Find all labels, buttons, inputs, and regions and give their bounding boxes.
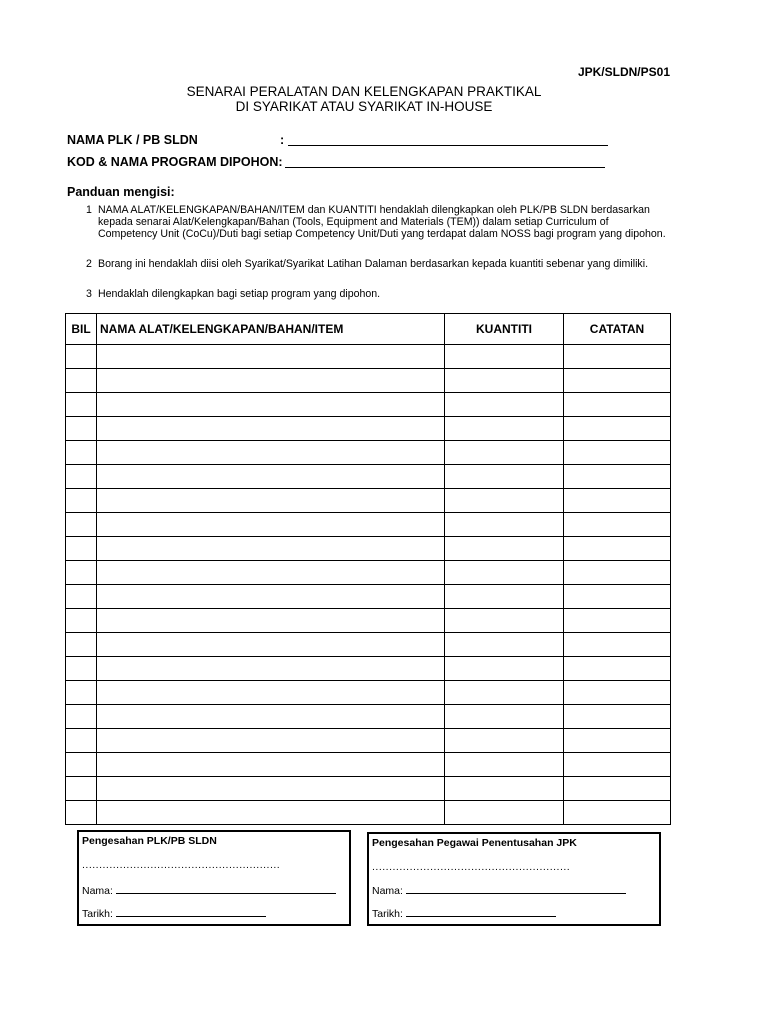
cell-kuantiti[interactable] [445, 777, 564, 801]
nama-plk-label: NAMA PLK / PB SLDN [67, 133, 198, 147]
cell-kuantiti[interactable] [445, 465, 564, 489]
table-row [66, 369, 671, 393]
cell-kuantiti[interactable] [445, 609, 564, 633]
cell-bil[interactable] [66, 345, 97, 369]
table-row [66, 489, 671, 513]
cell-catatan[interactable] [564, 537, 671, 561]
cell-bil[interactable] [66, 633, 97, 657]
cell-catatan[interactable] [564, 441, 671, 465]
cell-catatan[interactable] [564, 681, 671, 705]
cell-kuantiti[interactable] [445, 489, 564, 513]
cell-bil[interactable] [66, 513, 97, 537]
cell-nama-item[interactable] [97, 489, 445, 513]
header-kuantiti: KUANTITI [445, 314, 564, 345]
nama-plk-field[interactable] [288, 133, 608, 146]
guide-item-3 [86, 288, 666, 300]
cell-bil[interactable] [66, 777, 97, 801]
signoff-plk-tarikh-label: Tarikh: [82, 908, 113, 920]
cell-nama-item[interactable] [97, 777, 445, 801]
cell-catatan[interactable] [564, 633, 671, 657]
table-row [66, 777, 671, 801]
cell-bil[interactable] [66, 657, 97, 681]
table-row [66, 513, 671, 537]
cell-nama-item[interactable] [97, 801, 445, 825]
signoff-box-plk [77, 830, 351, 926]
signoff-jpk-signature-line[interactable]: .......................................................... [372, 861, 571, 873]
signoff-jpk-nama-label: Nama: [372, 885, 403, 897]
cell-nama-item[interactable] [97, 609, 445, 633]
signoff-plk-nama-row [82, 883, 336, 897]
guide-item-number: 3 [86, 288, 92, 300]
kod-program-label: KOD & NAMA PROGRAM DIPOHON: [67, 155, 283, 169]
signoff-jpk-title: Pengesahan Pegawai Penentusahan JPK [372, 837, 577, 849]
cell-nama-item[interactable] [97, 369, 445, 393]
signoff-box-jpk [367, 832, 661, 926]
cell-bil[interactable] [66, 729, 97, 753]
guide-item-2 [86, 258, 666, 282]
cell-kuantiti[interactable] [445, 513, 564, 537]
equipment-table [65, 313, 671, 825]
form-title-line-2: DI SYARIKAT ATAU SYARIKAT IN-HOUSE [235, 99, 493, 114]
cell-catatan[interactable] [564, 417, 671, 441]
guide-item-text: Hendaklah dilengkapkan bagi setiap program yang dipohon. [98, 288, 381, 300]
table-row [66, 657, 671, 681]
guide-item-text: Borang ini hendaklah diisi oleh Syarikat/Syarikat Latihan Dalaman berdasarkan kepada kuantiti sebenar yang dimiliki. [98, 258, 649, 270]
cell-kuantiti[interactable] [445, 753, 564, 777]
cell-kuantiti[interactable] [445, 417, 564, 441]
table-row [66, 705, 671, 729]
cell-kuantiti[interactable] [445, 633, 564, 657]
cell-nama-item[interactable] [97, 729, 445, 753]
cell-kuantiti[interactable] [445, 369, 564, 393]
cell-catatan[interactable] [564, 489, 671, 513]
signoff-jpk-tarikh-field[interactable] [406, 906, 556, 917]
nama-plk-colon: : [280, 133, 285, 147]
cell-kuantiti[interactable] [445, 729, 564, 753]
cell-bil[interactable] [66, 465, 97, 489]
cell-catatan[interactable] [564, 729, 671, 753]
table-row [66, 609, 671, 633]
cell-nama-item[interactable] [97, 417, 445, 441]
cell-nama-item[interactable] [97, 705, 445, 729]
table-row [66, 729, 671, 753]
signoff-jpk-nama-row [372, 883, 626, 897]
cell-catatan[interactable] [564, 369, 671, 393]
cell-nama-item[interactable] [97, 513, 445, 537]
cell-kuantiti[interactable] [445, 657, 564, 681]
cell-nama-item[interactable] [97, 657, 445, 681]
signoff-plk-signature-line[interactable]: .......................................................... [82, 859, 281, 871]
cell-catatan[interactable] [564, 657, 671, 681]
cell-nama-item[interactable] [97, 393, 445, 417]
signoff-plk-nama-label: Nama: [82, 885, 113, 897]
cell-nama-item[interactable] [97, 345, 445, 369]
cell-bil[interactable] [66, 417, 97, 441]
cell-catatan[interactable] [564, 705, 671, 729]
cell-kuantiti[interactable] [445, 345, 564, 369]
cell-catatan[interactable] [564, 393, 671, 417]
cell-nama-item[interactable] [97, 561, 445, 585]
guide-item-number: 2 [86, 258, 92, 270]
cell-nama-item[interactable] [97, 753, 445, 777]
form-title-line-1: SENARAI PERALATAN DAN KELENGKAPAN PRAKTIKAL [186, 84, 542, 99]
cell-catatan[interactable] [564, 465, 671, 489]
cell-bil[interactable] [66, 801, 97, 825]
table-header-row [66, 314, 671, 345]
table-row [66, 537, 671, 561]
form-code: JPK/SLDN/PS01 [577, 65, 670, 79]
signoff-jpk-tarikh-label: Tarikh: [372, 908, 403, 920]
table-row [66, 681, 671, 705]
cell-catatan[interactable] [564, 753, 671, 777]
guide-item-text: NAMA ALAT/KELENGKAPAN/BAHAN/ITEM dan KUANTITI hendaklah dilengkapkan oleh PLK/PB SLDN berdasarkan kepada senarai Alat/Kelengkapan/Bahan (Tools, Equipment and Materials (TEM)) dalam setiap Curriculum of Competency Unit (CoCu)/Duti bagi setiap Competency Unit/Duti yang terdapat dalam NOSS bagi program yang dipohon. [98, 204, 666, 240]
table-row [66, 441, 671, 465]
cell-nama-item[interactable] [97, 681, 445, 705]
signoff-plk-tarikh-row [82, 906, 266, 920]
cell-kuantiti[interactable] [445, 393, 564, 417]
table-row [66, 561, 671, 585]
cell-bil[interactable] [66, 369, 97, 393]
kod-program-field[interactable] [285, 155, 605, 168]
table-row [66, 585, 671, 609]
cell-bil[interactable] [66, 753, 97, 777]
cell-nama-item[interactable] [97, 465, 445, 489]
cell-kuantiti[interactable] [445, 801, 564, 825]
header-catatan: CATATAN [564, 314, 671, 345]
cell-bil[interactable] [66, 585, 97, 609]
table-row [66, 633, 671, 657]
cell-kuantiti[interactable] [445, 681, 564, 705]
cell-catatan[interactable] [564, 561, 671, 585]
cell-catatan[interactable] [564, 777, 671, 801]
table-row [66, 465, 671, 489]
cell-bil[interactable] [66, 393, 97, 417]
cell-catatan[interactable] [564, 801, 671, 825]
cell-kuantiti[interactable] [445, 537, 564, 561]
signoff-jpk-nama-field[interactable] [406, 883, 626, 894]
cell-nama-item[interactable] [97, 537, 445, 561]
signoff-plk-title: Pengesahan PLK/PB SLDN [82, 835, 217, 847]
guide-item-number: 1 [86, 204, 92, 216]
cell-catatan[interactable] [564, 513, 671, 537]
cell-nama-item[interactable] [97, 585, 445, 609]
table-row [66, 345, 671, 369]
signoff-jpk-tarikh-row [372, 906, 556, 920]
signoff-plk-nama-field[interactable] [116, 883, 336, 894]
cell-bil[interactable] [66, 537, 97, 561]
guide-item-1 [86, 204, 666, 252]
cell-catatan[interactable] [564, 609, 671, 633]
table-row [66, 753, 671, 777]
cell-kuantiti[interactable] [445, 705, 564, 729]
cell-nama-item[interactable] [97, 633, 445, 657]
cell-nama-item[interactable] [97, 441, 445, 465]
cell-kuantiti[interactable] [445, 561, 564, 585]
guide-heading: Panduan mengisi: [67, 185, 175, 199]
cell-kuantiti[interactable] [445, 441, 564, 465]
cell-kuantiti[interactable] [445, 585, 564, 609]
cell-bil[interactable] [66, 561, 97, 585]
header-bil: BIL [66, 314, 97, 345]
table-row [66, 393, 671, 417]
cell-bil[interactable] [66, 441, 97, 465]
table-row [66, 801, 671, 825]
cell-bil[interactable] [66, 489, 97, 513]
signoff-plk-tarikh-field[interactable] [116, 906, 266, 917]
cell-bil[interactable] [66, 609, 97, 633]
table-row [66, 417, 671, 441]
cell-bil[interactable] [66, 681, 97, 705]
header-nama-item: NAMA ALAT/KELENGKAPAN/BAHAN/ITEM [97, 314, 445, 345]
cell-catatan[interactable] [564, 345, 671, 369]
cell-catatan[interactable] [564, 585, 671, 609]
cell-bil[interactable] [66, 705, 97, 729]
